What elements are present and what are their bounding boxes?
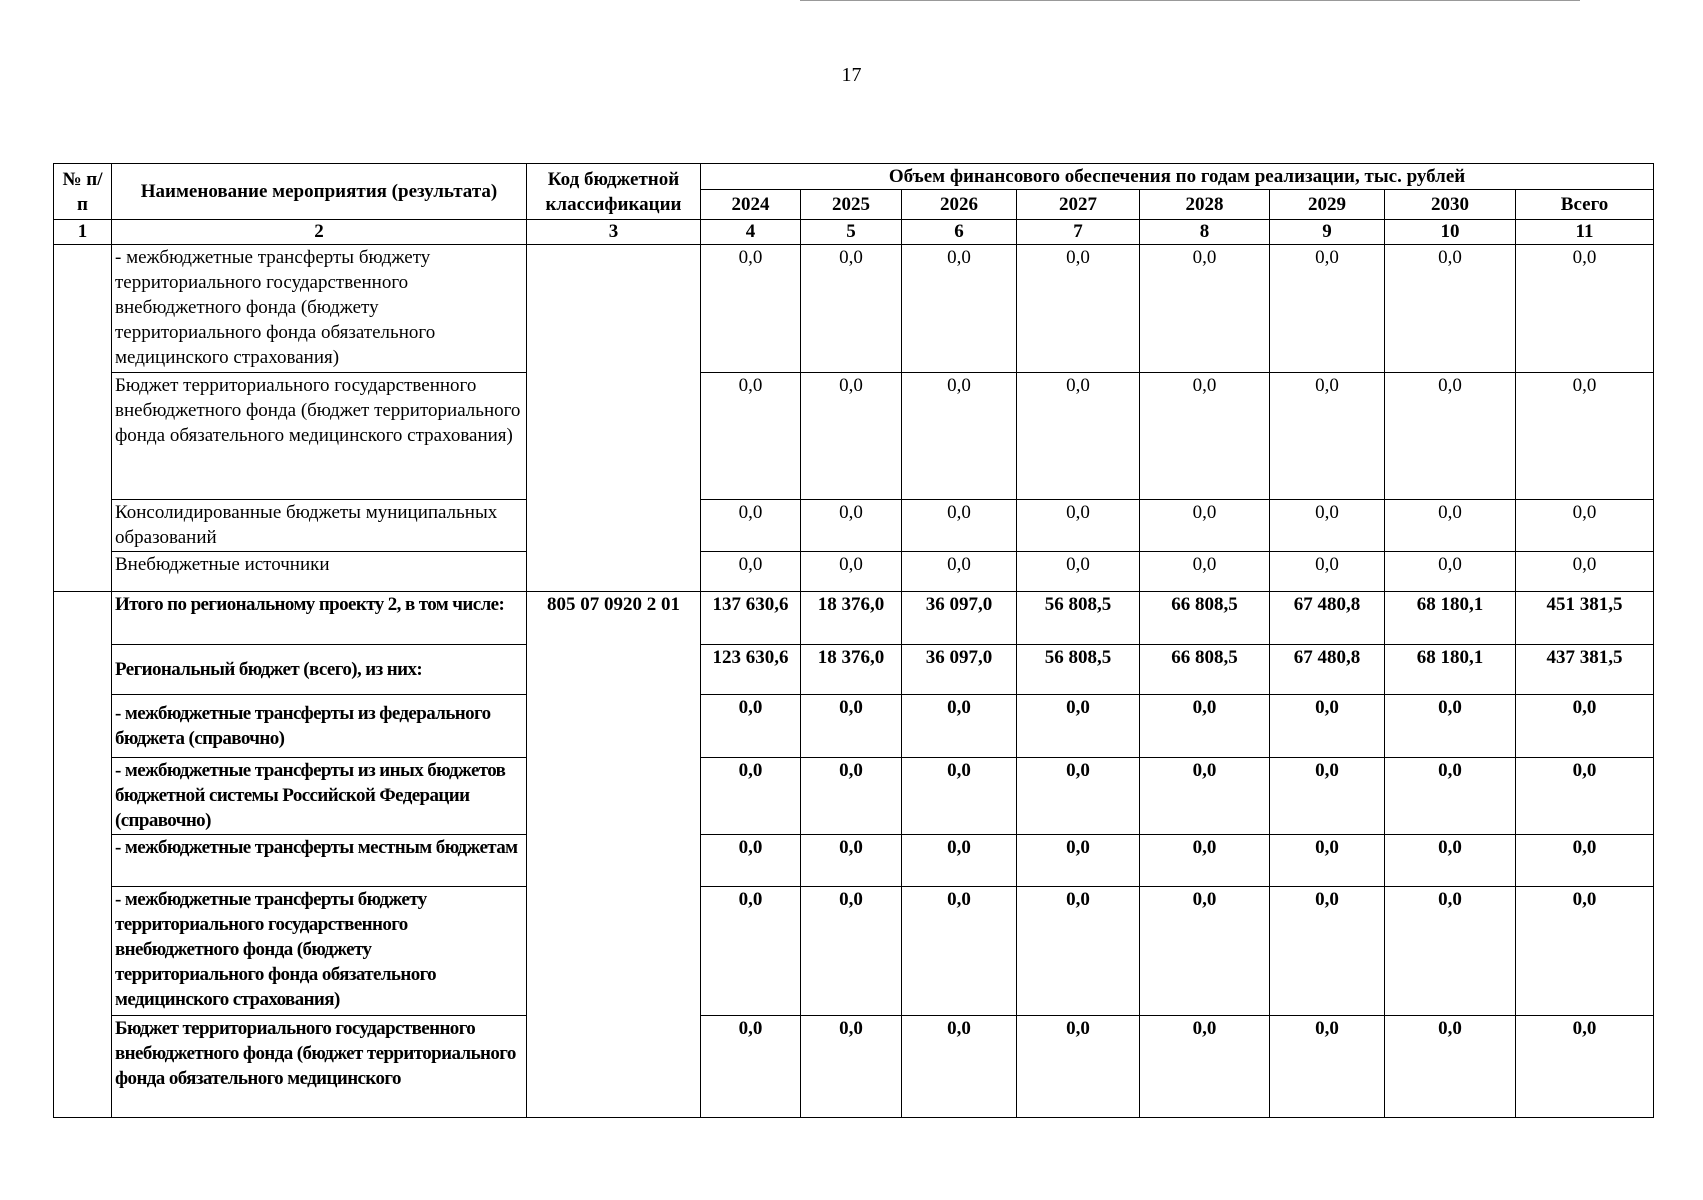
index-cell: 8 — [1140, 220, 1270, 245]
value-cell: 0,0 — [701, 835, 801, 887]
table-row — [54, 1016, 1654, 1118]
value-cell: 0,0 — [1270, 758, 1385, 835]
value-cell: 0,0 — [1516, 552, 1654, 592]
value-cell: 66 808,5 — [1140, 592, 1270, 645]
row-name: Бюджет территориального государственного внебюджетного фонда (бюджет территориального фонда обязательного медицинского страхования) — [112, 373, 527, 500]
value-cell: 0,0 — [1140, 1016, 1270, 1118]
value-cell: 0,0 — [1516, 500, 1654, 552]
value-cell: 0,0 — [1516, 245, 1654, 373]
value-cell: 0,0 — [801, 1016, 902, 1118]
value-cell: 0,0 — [1516, 1016, 1654, 1118]
page-number: 17 — [841, 64, 862, 86]
value-cell: 0,0 — [1140, 552, 1270, 592]
index-cell: 10 — [1385, 220, 1516, 245]
value-cell: 0,0 — [701, 1016, 801, 1118]
index-row — [54, 220, 1654, 245]
value-cell: 56 808,5 — [1017, 645, 1140, 695]
table-row — [54, 245, 1654, 373]
value-cell: 0,0 — [1017, 552, 1140, 592]
value-cell: 67 480,8 — [1270, 592, 1385, 645]
value-cell: 0,0 — [1017, 373, 1140, 500]
value-cell: 0,0 — [801, 695, 902, 758]
value-cell: 56 808,5 — [1017, 592, 1140, 645]
value-cell: 137 630,6 — [701, 592, 801, 645]
value-cell: 0,0 — [1385, 500, 1516, 552]
index-cell: 6 — [902, 220, 1017, 245]
value-cell: 0,0 — [1140, 758, 1270, 835]
value-cell: 0,0 — [1385, 887, 1516, 1016]
value-cell: 0,0 — [701, 552, 801, 592]
row-name: Консолидированные бюджеты муниципальных образований — [112, 500, 527, 552]
value-cell: 0,0 — [1270, 500, 1385, 552]
num-cell — [54, 245, 112, 592]
value-cell: 68 180,1 — [1385, 645, 1516, 695]
value-cell: 0,0 — [1270, 695, 1385, 758]
value-cell: 0,0 — [1516, 373, 1654, 500]
year-header: 2024 — [701, 190, 801, 220]
top-rule — [800, 0, 1580, 1]
row-name: Бюджет территориального государственного внебюджетного фонда (бюджет территориального фонда обязательного медицинского — [112, 1016, 527, 1118]
value-cell: 0,0 — [902, 835, 1017, 887]
index-cell: 9 — [1270, 220, 1385, 245]
table-row — [54, 592, 1654, 645]
value-cell: 0,0 — [801, 758, 902, 835]
value-cell: 0,0 — [1385, 758, 1516, 835]
row-name: - межбюджетные трансферты местным бюджетам — [112, 835, 527, 887]
table-row — [54, 835, 1654, 887]
funding-table — [53, 163, 1654, 1118]
col-funding-header: Объем финансового обеспечения по годам реализации, тыс. рублей — [701, 164, 1654, 190]
value-cell: 0,0 — [801, 835, 902, 887]
index-cell: 4 — [701, 220, 801, 245]
table-row — [54, 758, 1654, 835]
value-cell: 0,0 — [902, 373, 1017, 500]
value-cell: 0,0 — [801, 500, 902, 552]
value-cell: 0,0 — [801, 373, 902, 500]
num-cell — [54, 592, 112, 1118]
year-header: 2028 — [1140, 190, 1270, 220]
index-cell: 7 — [1017, 220, 1140, 245]
value-cell: 123 630,6 — [701, 645, 801, 695]
value-cell: 0,0 — [1385, 695, 1516, 758]
row-name: Региональный бюджет (всего), из них: — [112, 645, 527, 695]
code-cell — [527, 245, 701, 592]
value-cell: 0,0 — [902, 695, 1017, 758]
value-cell: 0,0 — [1140, 835, 1270, 887]
value-cell: 0,0 — [701, 758, 801, 835]
value-cell: 0,0 — [902, 245, 1017, 373]
value-cell: 0,0 — [1140, 245, 1270, 373]
value-cell: 0,0 — [1140, 373, 1270, 500]
year-header: 2030 — [1385, 190, 1516, 220]
value-cell: 0,0 — [1140, 500, 1270, 552]
index-cell: 2 — [112, 220, 527, 245]
value-cell: 0,0 — [1385, 835, 1516, 887]
value-cell: 0,0 — [1140, 695, 1270, 758]
value-cell: 36 097,0 — [902, 592, 1017, 645]
index-cell: 3 — [527, 220, 701, 245]
value-cell: 437 381,5 — [1516, 645, 1654, 695]
year-header: 2029 — [1270, 190, 1385, 220]
value-cell: 0,0 — [701, 887, 801, 1016]
row-name: - межбюджетные трансферты из иных бюджетов бюджетной системы Российской Федерации (справочно) — [112, 758, 527, 835]
row-name: Внебюджетные источники — [112, 552, 527, 592]
value-cell: 36 097,0 — [902, 645, 1017, 695]
value-cell: 18 376,0 — [801, 592, 902, 645]
row-name: - межбюджетные трансферты из федерального бюджета (справочно) — [112, 695, 527, 758]
value-cell: 0,0 — [1516, 695, 1654, 758]
value-cell: 0,0 — [1017, 695, 1140, 758]
value-cell: 0,0 — [1385, 373, 1516, 500]
value-cell: 0,0 — [1385, 552, 1516, 592]
value-cell: 0,0 — [902, 552, 1017, 592]
row-name: - межбюджетные трансферты бюджету территориального государственного внебюджетного фонда (бюджету территориального фонда обязательного медицинского страхования) — [112, 887, 527, 1016]
value-cell: 0,0 — [701, 245, 801, 373]
year-header: 2025 — [801, 190, 902, 220]
col-code-header: Код бюджетной классификации — [527, 164, 701, 220]
value-cell: 0,0 — [1385, 1016, 1516, 1118]
value-cell: 0,0 — [1017, 835, 1140, 887]
table-row — [54, 500, 1654, 552]
value-cell: 0,0 — [1017, 245, 1140, 373]
col-name-header: Наименование мероприятия (результата) — [112, 164, 527, 220]
value-cell: 0,0 — [1017, 500, 1140, 552]
index-cell: 5 — [801, 220, 902, 245]
table-row — [54, 887, 1654, 1016]
table-row — [54, 373, 1654, 500]
value-cell: 0,0 — [801, 245, 902, 373]
table-row — [54, 695, 1654, 758]
index-cell: 11 — [1516, 220, 1654, 245]
value-cell: 0,0 — [902, 500, 1017, 552]
value-cell: 0,0 — [701, 373, 801, 500]
value-cell: 0,0 — [902, 758, 1017, 835]
value-cell: 451 381,5 — [1516, 592, 1654, 645]
value-cell: 0,0 — [1270, 245, 1385, 373]
value-cell: 67 480,8 — [1270, 645, 1385, 695]
value-cell: 0,0 — [1270, 552, 1385, 592]
value-cell: 0,0 — [1017, 887, 1140, 1016]
value-cell: 18 376,0 — [801, 645, 902, 695]
value-cell: 0,0 — [902, 1016, 1017, 1118]
value-cell: 0,0 — [1385, 245, 1516, 373]
year-header: 2027 — [1017, 190, 1140, 220]
value-cell: 0,0 — [902, 887, 1017, 1016]
table-row — [54, 645, 1654, 695]
value-cell: 0,0 — [1270, 835, 1385, 887]
value-cell: 0,0 — [1516, 758, 1654, 835]
value-cell: 0,0 — [1270, 887, 1385, 1016]
value-cell: 0,0 — [1017, 1016, 1140, 1118]
value-cell: 0,0 — [1270, 1016, 1385, 1118]
year-header: 2026 — [902, 190, 1017, 220]
value-cell: 0,0 — [1516, 835, 1654, 887]
value-cell: 0,0 — [1140, 887, 1270, 1016]
value-cell: 0,0 — [701, 695, 801, 758]
row-name: - межбюджетные трансферты бюджету территориального государственного внебюджетного фонда (бюджету территориального фонда обязательного медицинского страхования) — [112, 245, 527, 373]
budget-code: 805 07 0920 2 01 — [527, 592, 701, 1118]
value-cell: 0,0 — [1270, 373, 1385, 500]
value-cell: 68 180,1 — [1385, 592, 1516, 645]
value-cell: 0,0 — [1017, 758, 1140, 835]
total-header: Всего — [1516, 190, 1654, 220]
index-cell: 1 — [54, 220, 112, 245]
value-cell: 0,0 — [701, 500, 801, 552]
col-num-header: № п/п — [54, 164, 112, 220]
value-cell: 0,0 — [801, 552, 902, 592]
row-name: Итого по региональному проекту 2, в том числе: — [112, 592, 527, 645]
value-cell: 66 808,5 — [1140, 645, 1270, 695]
value-cell: 0,0 — [1516, 887, 1654, 1016]
value-cell: 0,0 — [801, 887, 902, 1016]
table-row — [54, 552, 1654, 592]
